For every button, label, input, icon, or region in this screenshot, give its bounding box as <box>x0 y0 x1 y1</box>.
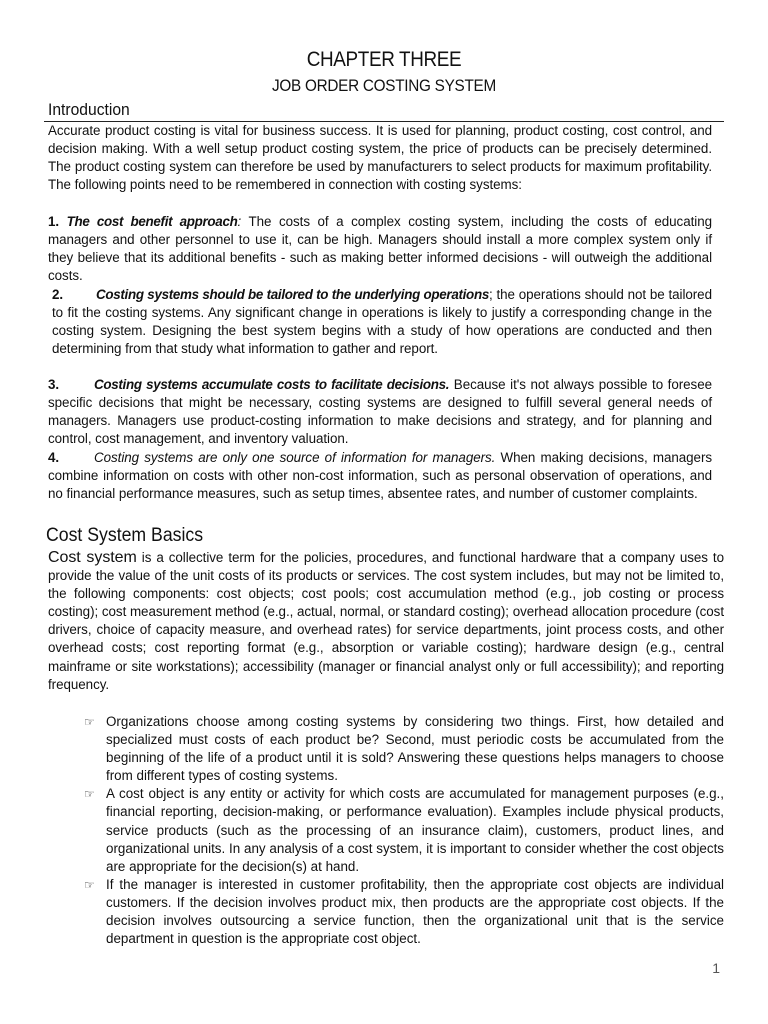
chapter-subtitle: JOB ORDER COSTING SYSTEM <box>272 76 496 95</box>
point-3-body: Because it's not always possible to foresee specific decisions that might be necessary, costing systems are designed to fulfill several general needs of managers. Managers use product-costing information to make decisions and strategy, and for planning and control, cost management, and inventory valuation. <box>48 377 712 447</box>
point-4-body: When making decisions, managers combine information on costs with other non-cost information, such as personal observation of operations, and no financial performance measures, such as setup times, absentee rates, and number of customer complaints. <box>48 450 712 502</box>
introduction-paragraph: Accurate product costing is vital for business success. It is used for planning, product costing, cost control, and decision making. With a well setup product costing system, the price of products can be precisely determined. The product costing system can therefore be used by manufacturers to select products for maximum profitability. The following points need to be remembered in connection with costing systems: <box>48 123 712 193</box>
point-4 <box>48 449 712 503</box>
point-1-title: The cost benefit approach <box>66 214 238 229</box>
point-3-title: Costing systems accumulate costs to facilitate decisions. <box>94 377 450 392</box>
point-1 <box>48 213 712 285</box>
pointing-hand-icon: ☞ <box>84 787 95 802</box>
cost-system-basics-heading: Cost System Basics <box>46 525 204 546</box>
point-3-number: 3. <box>48 377 60 392</box>
point-3 <box>48 376 712 448</box>
bullet-1-text: Organizations choose among costing systems by considering two things. First, how detailed and specialized must costs of each product be? Second, must periodic costs be accumulated from the beginning of the life of a product until it is sold? Answering these questions helps managers to choose from different types of costing systems. <box>106 714 724 784</box>
point-4-number: 4. <box>48 450 60 465</box>
point-2 <box>52 286 712 358</box>
point-1-number: 1. <box>48 214 60 229</box>
point-2-body: the operations should not be tailored to fit the costing systems. Any significant change in operations is likely to justify a corresponding change in the costing system. Designing the best system begins with a study of how operations are conducted and then determining from that study what information to gather and report. <box>52 287 712 357</box>
list-item <box>84 713 724 785</box>
cost-system-term: Cost system <box>48 549 137 566</box>
point-4-title: Costing systems are only one source of information for managers. <box>94 450 496 465</box>
pointing-hand-icon: ☞ <box>84 877 95 892</box>
point-2-number: 2. <box>52 287 64 302</box>
chapter-title: CHAPTER THREE <box>306 48 462 71</box>
point-1-body: The costs of a complex costing system, including the costs of educating managers and other personnel to use it, can be high. Managers should install a more complex system only if they believe that its additional benefits - such as making better informed decisions - will outweigh the additional costs. <box>48 214 712 284</box>
point-2-title: Costing systems should be tailored to the underlying operations <box>96 287 489 302</box>
pointing-hand-icon: ☞ <box>84 715 95 729</box>
list-item <box>84 785 724 875</box>
cost-system-bullets <box>84 713 724 948</box>
page-number: 1 <box>712 960 720 976</box>
cost-system-paragraph <box>48 549 724 694</box>
introduction-heading: Introduction <box>48 100 130 119</box>
bullet-3-text: If the manager is interested in customer profitability, then the appropriate cost objects are individual customers. If the decision involves product mix, then products are the appropriate cost objects. If the decision involves outsourcing a service function, then the organizational unit that is the service department in question is the appropriate cost object. <box>106 876 724 947</box>
point-2-separator: ; <box>488 287 493 302</box>
cost-system-text: is a collective term for the policies, procedures, and functional hardware that a company uses to provide the value of the unit costs of its products or services. The cost system includes, but may not be limited to, the following components: cost objects; cost pools; cost accumulation method (e.g., job costing or process costing); cost measurement method (e.g., actual, normal, or standard costing); overhead allocation procedure (cost drivers, choice of capacity measure, and overhead rates) for service departments, joint process costs, and other overhead costs; cost reporting format (e.g., absorption or variable costing); hardware design (e.g., central mainframe or site workstations); accessibility (manager or financial analyst only or full accessibility); and reporting frequency. <box>48 550 724 692</box>
bullet-2-text: A cost object is any entity or activity for which costs are accumulated for management purposes (e.g., financial reporting, decision-making, or performance evaluation). Examples include physical products, service products (such as the processing of an insurance claim), customers, product lines, and organizational units. In any analysis of a cost system, it is important to consider whether the cost objects are appropriate for the decision(s) at hand. <box>106 786 724 874</box>
point-1-separator: : <box>237 214 242 229</box>
list-item <box>84 876 724 948</box>
